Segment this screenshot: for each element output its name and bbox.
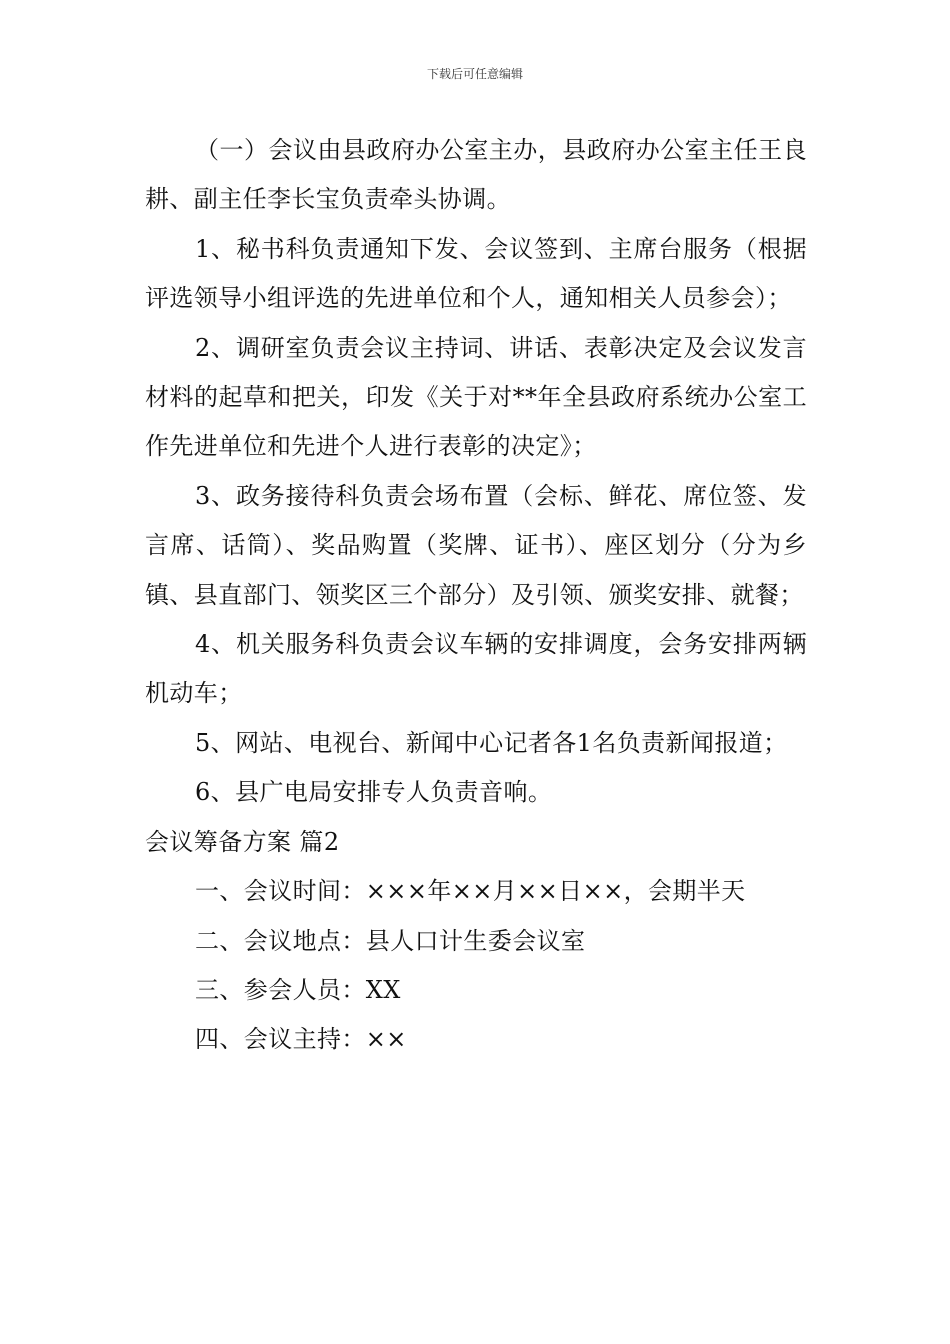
paragraph-organizer: （一）会议由县政府办公室主办，县政府办公室主任王良耕、副主任李长宝负责牵头协调。 [145,136,807,214]
paragraph-services: 4、机关服务科负责会议车辆的安排调度，会务安排两辆机动车； [145,630,807,708]
page-header: 下载后可任意编辑 [426,67,523,81]
item-meeting-time: 一、会议时间：×××年××月××日××，会期半天 [195,877,746,906]
paragraph-press: 5、网站、电视台、新闻中心记者各1名负责新闻报道； [195,728,788,757]
paragraph-reception: 3、政务接待科负责会场布置（会标、鲜花、席位签、发言席、话筒）、奖品购置（奖牌、证书）、座区划分（分为乡镇、县直部门、领奖区三个部分）及引领、颁奖安排、就餐； [145,481,807,609]
item-host: 四、会议主持：×× [195,1025,407,1054]
item-attendees: 三、参会人员：XX [195,975,401,1004]
paragraph-secretariat: 1、秘书科负责通知下发、会议签到、主席台服务（根据评选领导小组评选的先进单位和个人，通知相关人员参会）； [145,234,807,313]
paragraph-research-office: 2、调研室负责会议主持词、讲话、表彰决定及会议发言材料的起草和把关，印发《关于对**年全县政府系统办公室工作先进单位和先进个人进行表彰的决定》； [145,333,807,461]
item-meeting-place: 二、会议地点：县人口计生委会议室 [195,926,586,955]
document-body [145,126,807,1065]
paragraph-audio: 6、县广电局安排专人负责音响。 [195,778,553,807]
section-title: 会议筹备方案 篇2 [145,827,340,856]
